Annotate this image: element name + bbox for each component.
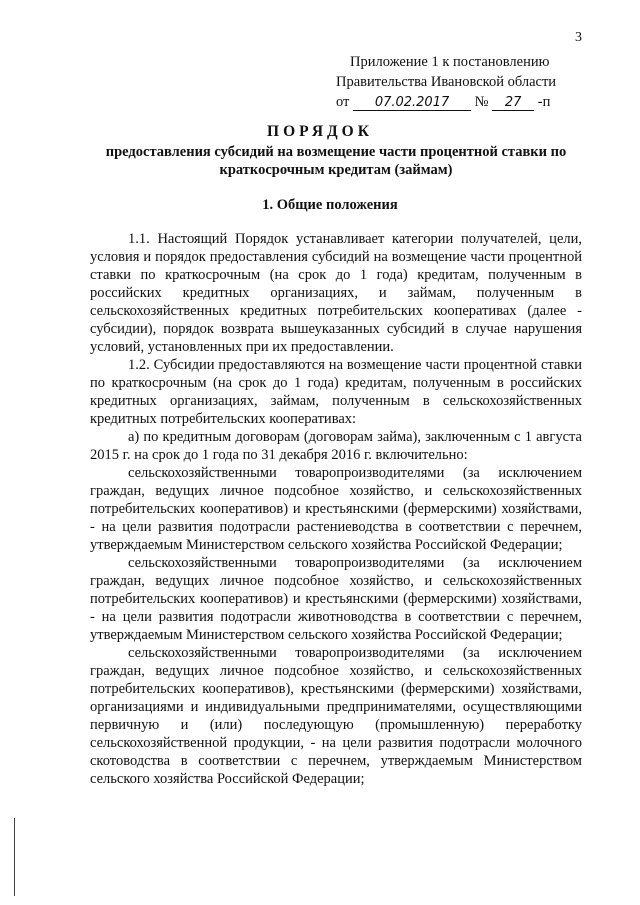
document-subtitle: предоставления субсидий на возмещение части процентной ставки по краткосрочным кредитам (займам) <box>105 144 567 178</box>
scan-margin-line <box>14 818 15 896</box>
paragraph-crop-production: сельскохозяйственными товаропроизводителями (за исключением граждан, ведущих личное подсобное хозяйство, и сельскохозяйственных потребительских кооперативов) и крестьянскими (фермерскими) хозяйствами, - на цели развития подотрасли растениеводства в соответствии с перечнем, утверждаемым Министерством сельского хозяйства Российской Федерации; <box>90 465 582 553</box>
page-number: 3 <box>575 30 582 45</box>
document-title: ПОРЯДОК <box>267 123 373 140</box>
section-heading: 1. Общие положения <box>262 197 398 213</box>
appendix-line-1: Приложение 1 к постановлению <box>350 54 550 70</box>
appendix-line-2: Правительства Ивановской области <box>336 74 557 90</box>
paragraph-dairy: сельскохозяйственными товаропроизводителями (за исключением граждан, ведущих личное подсобное хозяйство, и сельскохозяйственных потребительских кооперативов), крестьянскими (фермерскими) хозяйствами, организациями и индивидуальными предпринимателями, осуществляющими первичную и (или) последующую (промышленную) переработку сельскохозяйственной продукции, - на цели развития подотрасли молочного скотоводства в соответствии с перечнем, утверждаемым Министерством сельского хозяйства Российской Федерации; <box>90 645 582 787</box>
handwritten-date: 07.02.2017 <box>353 95 471 111</box>
paragraph-1-1: 1.1. Настоящий Порядок устанавливает категории получателей, цели, условия и порядок предоставления субсидий на возмещение части процентной ставки по краткосрочным (на срок до 1 года) кредитам, полученным в российских кредитных организациях, и займам, полученным в сельскохозяйственных кредитных потребительских кооперативах (далее - субсидии), порядок возврата вышеуказанных субсидий в случае нарушения условий, установленных при их предоставлении. <box>90 231 582 355</box>
paragraph-a: а) по кредитным договорам (договорам займа), заключенным с 1 августа 2015 г. на срок до 1 года по 31 декабря 2016 г. включительно: <box>90 429 582 463</box>
document-body <box>90 230 582 788</box>
paragraph-livestock: сельскохозяйственными товаропроизводителями (за исключением граждан, ведущих личное подсобное хозяйство, и сельскохозяйственных потребительских кооперативов) и крестьянскими (фермерскими) хозяйствами, - на цели развития подотрасли животноводства в соответствии с перечнем, утверждаемым Министерством сельского хозяйства Российской Федерации; <box>90 555 582 643</box>
paragraph-1-2: 1.2. Субсидии предоставляются на возмещение части процентной ставки по краткосрочным (на срок до 1 года) кредитам, полученным в российских кредитных организациях, займам, полученным в сельскохозяйственных кредитных потребительских кооперативах: <box>90 357 582 427</box>
appendix-from-label: от <box>336 94 350 110</box>
appendix-suffix: -п <box>537 94 551 110</box>
handwritten-number: 27 <box>492 95 534 111</box>
appendix-line-3 <box>336 92 586 112</box>
appendix-block <box>336 52 586 112</box>
appendix-number-label: № <box>474 94 489 110</box>
